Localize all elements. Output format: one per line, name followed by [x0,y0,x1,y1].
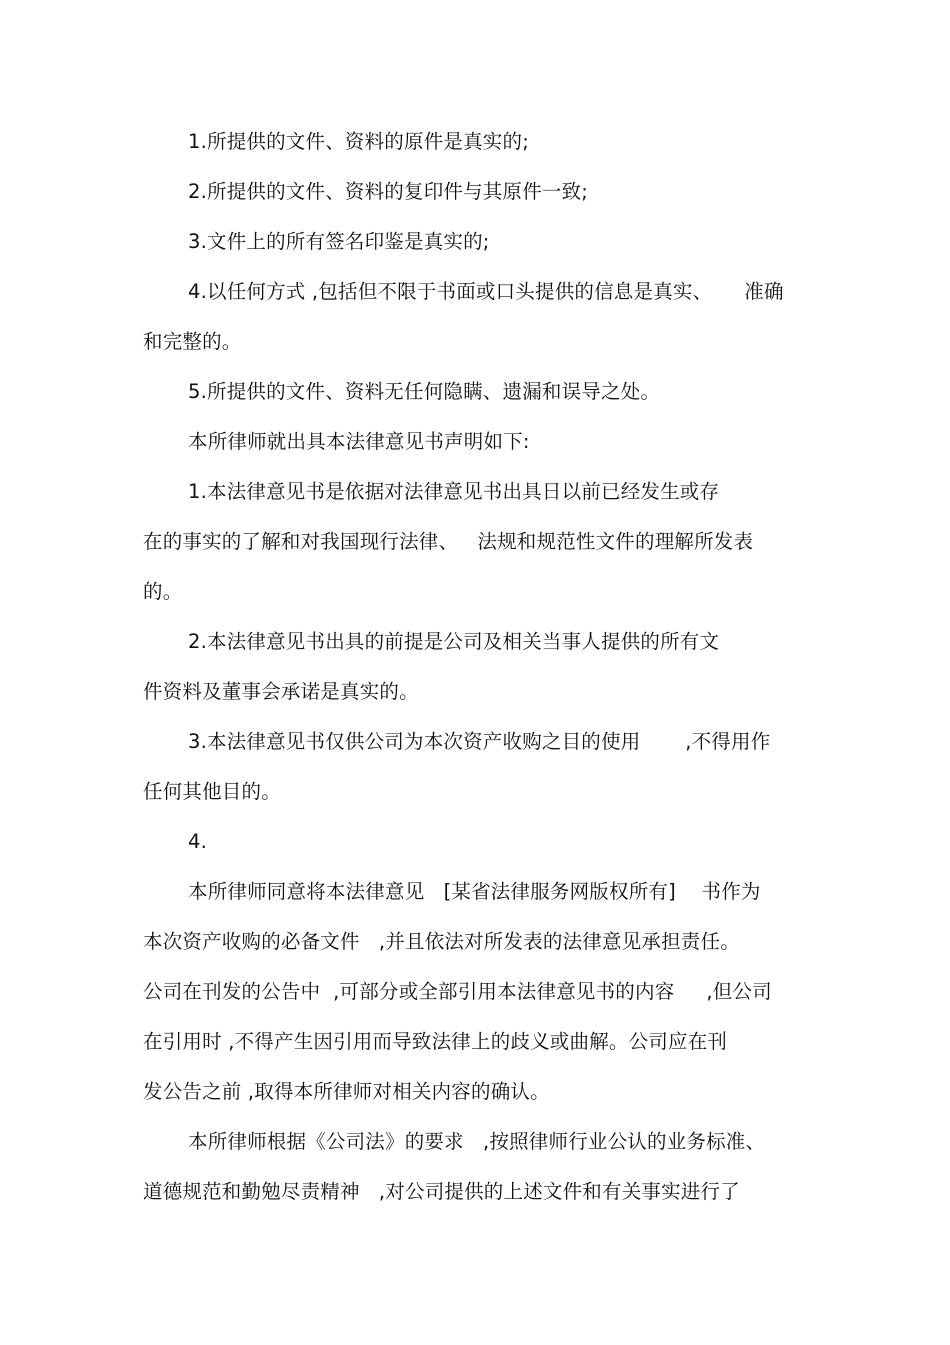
statement-item-2: 2.本法律意见书出具的前提是公司及相关当事人提供的所有文 [188,630,720,653]
verification-paragraph-line-1: 本所律师根据《公司法》的要求 ,按照律师行业公认的业务标准、 [188,1130,766,1153]
declaration-item-2: 2.所提供的文件、资料的复印件与其原件一致; [188,180,589,203]
statement-item-2-line-2: 件资料及董事会承诺是真实的。 [143,680,419,703]
declaration-item-1: 1.所提供的文件、资料的原件是真实的; [188,130,529,153]
consent-paragraph-line-1: 本所律师同意将本法律意见 [某省法律服务网版权所有] 书作为 [188,880,761,903]
statement-item-3: 3.本法律意见书仅供公司为本次资产收购之目的使用 ,不得用作 [188,730,771,753]
declaration-item-3: 3.文件上的所有签名印鉴是真实的; [188,230,490,253]
verification-paragraph-line-2: 道德规范和勤勉尽责精神 ,对公司提供的上述文件和有关事实进行了 [143,1180,740,1203]
statement-item-1-line-3: 的。 [143,580,183,603]
declaration-item-4-continued: 和完整的。 [143,330,242,353]
consent-paragraph-line-2: 本次资产收购的必备文件 ,并且依法对所发表的法律意见承担责任。 [143,930,740,953]
consent-paragraph-line-5: 发公告之前 ,取得本所律师对相关内容的确认。 [143,1080,550,1103]
statement-item-4: 4. [188,830,208,853]
declaration-item-5: 5.所提供的文件、资料无任何隐瞒、遗漏和误导之处。 [188,380,661,403]
statement-item-3-line-2: 任何其他目的。 [143,780,281,803]
statement-item-1: 1.本法律意见书是依据对法律意见书出具日以前已经发生或存 [188,480,720,503]
declaration-item-4: 4.以任何方式 ,包括但不限于书面或口头提供的信息是真实、 准确 [188,280,784,303]
consent-paragraph-line-3: 公司在刊发的公告中 ,可部分或全部引用本法律意见书的内容 ,但公司 [143,980,772,1003]
statement-heading: 本所律师就出具本法律意见书声明如下: [188,430,530,453]
statement-item-1-line-2: 在的事实的了解和对我国现行法律、 法规和规范性文件的理解所发表 [143,530,754,553]
consent-paragraph-line-4: 在引用时 ,不得产生因引用而导致法律上的歧义或曲解。公司应在刊 [143,1030,728,1053]
